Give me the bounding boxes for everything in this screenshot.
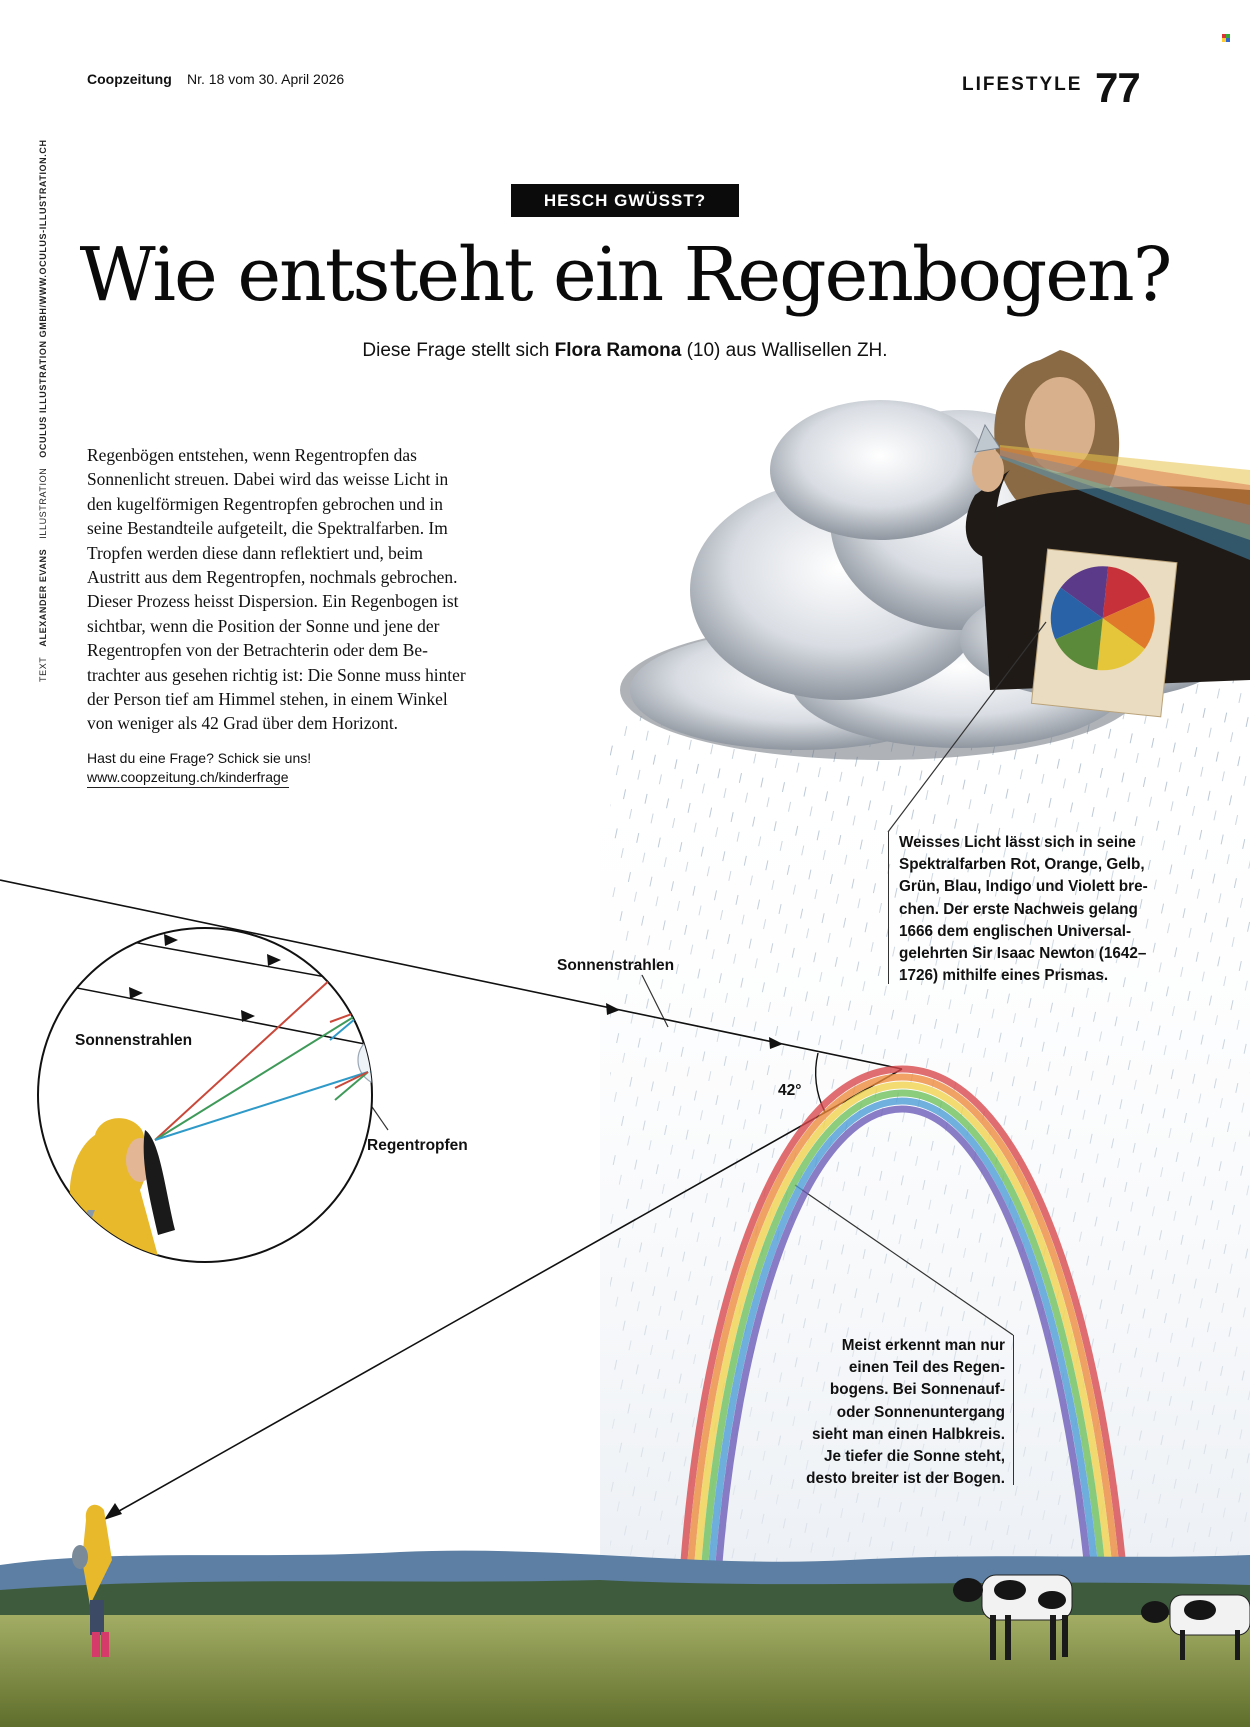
caption-line: bogens. Bei Sonnenauf- [829,1381,1005,1399]
credit-author: ALEXANDER EVANS [38,548,48,647]
body-line: trachter aus gesehen richtig ist: Die Sonne muss hinter [87,664,466,685]
deck-intro: Diese Frage stellt sich [362,340,555,361]
deck-outro: (10) aus Wallisellen ZH. [681,340,888,361]
caption-line: oder Sonnenuntergang [836,1403,1005,1421]
caption-line: chen. Der erste Nachweis gelang [899,900,1138,918]
body-line: von weniger als 42 Grad über dem Horizont. [87,713,399,734]
credit-illustrator: OCULUS ILLUSTRATION GMBH/WWW.OCULUS-ILLUSTRATION.CH [38,139,48,458]
raindrops-label: Regentropfen [367,1137,468,1154]
caption-line: Spektralfarben Rot, Orange, Gelb, [899,856,1145,874]
issue-date: Nr. 18 vom 30. April 2026 [187,71,345,87]
body-line: der Person tief am Himmel stehen, in einem Winkel [87,689,448,710]
angle-label: 42° [778,1082,802,1099]
caption-line: sieht man einen Halbkreis. [812,1425,1005,1443]
body-line: Sonnenlicht streuen. Dabei wird das weisse Licht in [87,469,449,490]
body-line: seine Bestandteile aufgeteilt, die Spektralfarben. Im [87,518,448,539]
caption-rule [1013,1335,1014,1485]
body-line: Regenbögen entstehen, wenn Regentropfen das [87,445,417,465]
newton-caption [899,832,1179,987]
sun-rays-inset-label: Sonnenstrahlen [75,1032,193,1049]
publication-name: Coopzeitung [87,71,172,87]
caption-line: 1666 dem englischen Universal- [899,922,1132,940]
caption-rule [888,832,889,984]
body-line: Dieser Prozess heisst Dispersion. Ein Regenbogen ist [87,591,459,612]
sun-rays-label: Sonnenstrahlen [557,957,675,974]
article-body [87,443,557,736]
body-line: den kugelförmigen Regentropfen gebrochen und in [87,493,443,514]
credit-text-label: TEXT [38,656,48,682]
caption-line: Meist erkennt man nur [841,1337,1005,1354]
caption-line: Grün, Blau, Indigo und Violett bre- [899,878,1148,896]
question-prompt: Hast du eine Frage? Schick sie uns! [87,750,312,766]
caption-line: 1726) mithilfe eines Prismas. [899,967,1109,985]
caption-line: Weisses Licht lässt sich in seine [899,834,1136,851]
submit-question-link[interactable]: www.coopzeitung.ch/kinderfrage [87,767,289,788]
caption-line: Je tiefer die Sonne steht, [823,1448,1005,1466]
color-wheel-card [1031,549,1176,717]
deck-name: Flora Ramona [554,340,682,361]
refraction-inset [0,868,408,1300]
caption-line: desto breiter ist der Bogen. [806,1470,1005,1488]
credit-illustration-label: ILLUSTRATION [38,467,48,539]
caption-line: einen Teil des Regen- [848,1359,1005,1377]
body-line: Austritt aus dem Regentropfen, nochmals gebrochen. [87,567,458,588]
kicker-badge: HESCH GWÜSST? [511,184,739,217]
article-title: Wie entsteht ein Regenbogen? [79,232,1171,318]
page-number: 77 [1095,64,1140,111]
body-line: Regentropfen von der Betrachterin oder dem Be- [87,640,428,661]
body-line: Tropfen werden diese dann reflektiert und, beim [87,542,423,563]
section-title: LIFESTYLE [962,74,1083,95]
rainbow-caption [775,1335,1005,1490]
caption-line: gelehrten Sir Isaac Newton (1642– [899,945,1147,963]
body-line: sichtbar, wenn die Position der Sonne und jene der [87,615,440,636]
article-deck [0,340,1250,362]
corner-color-mark-icon [1222,34,1230,42]
